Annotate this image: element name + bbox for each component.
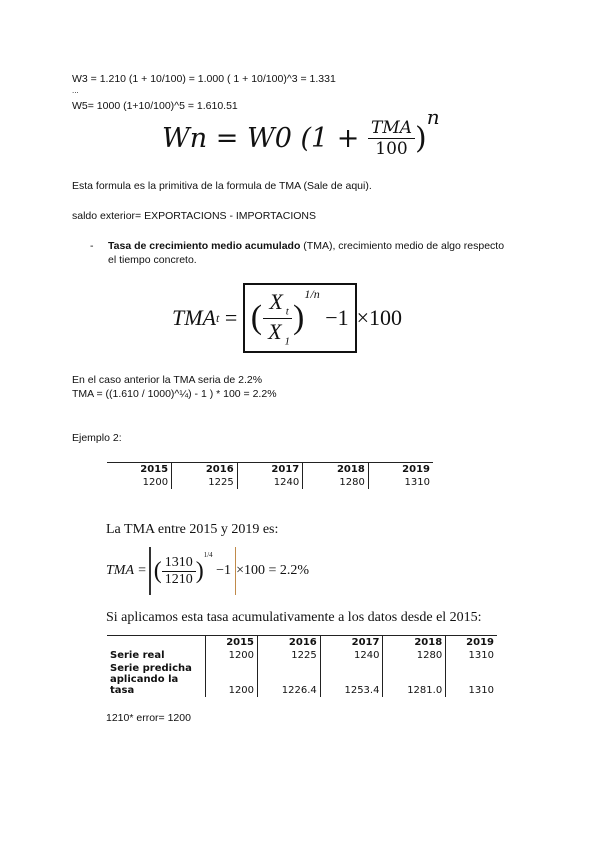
formula-den: 100: [375, 139, 408, 159]
year-cell: 2018: [303, 463, 369, 477]
value-cell: 1310: [468, 685, 494, 696]
value-cell: 1225: [258, 649, 321, 662]
table-example: [107, 462, 433, 489]
text-saldo: saldo exterior= EXPORTACIONS - IMPORTACIONS: [72, 210, 316, 222]
year-cell: 2018: [383, 636, 446, 650]
value-cell: 1280: [383, 649, 446, 662]
value-cell: 1200: [206, 662, 258, 697]
value-cell: 1200: [206, 649, 258, 662]
text-w5: W5= 1000 (1+10/100)^5 = 1.610.51: [72, 100, 238, 112]
formula-close: ): [415, 121, 427, 156]
formula-tma-exp: 1/n: [304, 286, 320, 301]
formula-tma-num-sub: t: [285, 305, 289, 318]
formula-tma-times: ×100: [356, 305, 403, 330]
value-cell: 1240: [237, 476, 303, 489]
text-tma-calc: TMA = ((1.610 / 1000)^¼) - 1 ) * 100 = 2.2%: [72, 388, 277, 400]
formula-exp: n: [426, 104, 440, 129]
text-ellipsis: ...: [72, 86, 79, 95]
value-cell: 1310: [468, 650, 494, 661]
formula-example: [106, 546, 309, 596]
year-cell: 2019: [402, 464, 430, 475]
value-cell: 1200: [107, 476, 172, 489]
year-cell: 2015: [206, 636, 258, 650]
year-cell: 2016: [258, 636, 321, 650]
formula-example-exp: 1/4: [203, 551, 213, 559]
formula-lhs: Wn: [162, 123, 208, 154]
value-cell: 1310: [404, 477, 430, 488]
formula-tma-den-sub: 1: [284, 334, 291, 347]
bullet-item: [108, 240, 504, 252]
formula-tma-lhs: TMA: [172, 305, 216, 330]
text-la-tma: La TMA entre 2015 y 2019 es:: [106, 522, 279, 537]
bullet-rest: (TMA), crecimiento medio de algo respecto: [300, 240, 505, 252]
formula-tma-sub: t: [216, 310, 220, 325]
table-prediction: [107, 635, 497, 697]
row-label: Serie real: [107, 649, 206, 662]
formula-tma-eq: =: [224, 305, 238, 330]
value-cell: 1280: [303, 476, 369, 489]
formula-wn: [162, 104, 440, 159]
formula-tma-den: X: [268, 318, 282, 344]
text-caso: En el caso anterior la TMA seria de 2.2%: [72, 374, 263, 386]
text-ejemplo: Ejemplo 2:: [72, 432, 122, 444]
year-cell: 2016: [172, 463, 238, 477]
formula-tma: [172, 282, 402, 354]
formula-example-rest: ×100 = 2.2%: [236, 563, 310, 578]
formula-tma-minus: −1: [325, 305, 349, 330]
formula-num: TMA: [368, 118, 415, 139]
year-cell: 2015: [107, 463, 172, 477]
bullet-line2: el tiempo concreto.: [108, 254, 197, 266]
formula-eq: =: [215, 123, 239, 154]
formula-example-minus: −1: [216, 563, 232, 578]
formula-example-bracket: ( $\frac{1310}{1210}$ ) 1/4 −1: [149, 547, 236, 595]
formula-tma-num: X: [269, 289, 283, 315]
year-cell: 2017: [320, 636, 383, 650]
text-w3: W3 = 1.210 (1 + 10/100) = 1.000 ( 1 + 10/100)^3 = 1.331: [72, 73, 336, 85]
formula-w0: W0 (1 +: [246, 123, 360, 154]
formula-example-den: 1210: [164, 571, 193, 587]
value-cell: 1240: [320, 649, 383, 662]
year-cell: 2017: [237, 463, 303, 477]
value-cell: 1226.4: [258, 662, 321, 697]
text-primitive: Esta formula es la primitiva de la formula de TMA (Sale de aqui).: [72, 180, 372, 192]
value-cell: 1281.0: [383, 662, 446, 697]
bullet-dash: -: [90, 240, 94, 252]
formula-tma-bracket: ( $\frac{X _t}{X _1}$ ) 1/n −1: [243, 283, 357, 353]
formula-example-num: 1310: [162, 555, 196, 572]
year-cell: 2019: [466, 637, 494, 648]
text-error: 1210* error= 1200: [106, 712, 191, 724]
row-label-line2: aplicando la tasa: [110, 674, 179, 696]
value-cell: 1253.4: [320, 662, 383, 697]
text-si-aplicamos: Si aplicamos esta tasa acumulativamente a los datos desde el 2015:: [106, 610, 482, 625]
row-label: Serie predicha: [110, 663, 192, 674]
formula-example-lhs: TMA =: [106, 563, 147, 578]
bullet-bold: Tasa de crecimiento medio acumulado: [108, 240, 301, 252]
value-cell: 1225: [172, 476, 238, 489]
